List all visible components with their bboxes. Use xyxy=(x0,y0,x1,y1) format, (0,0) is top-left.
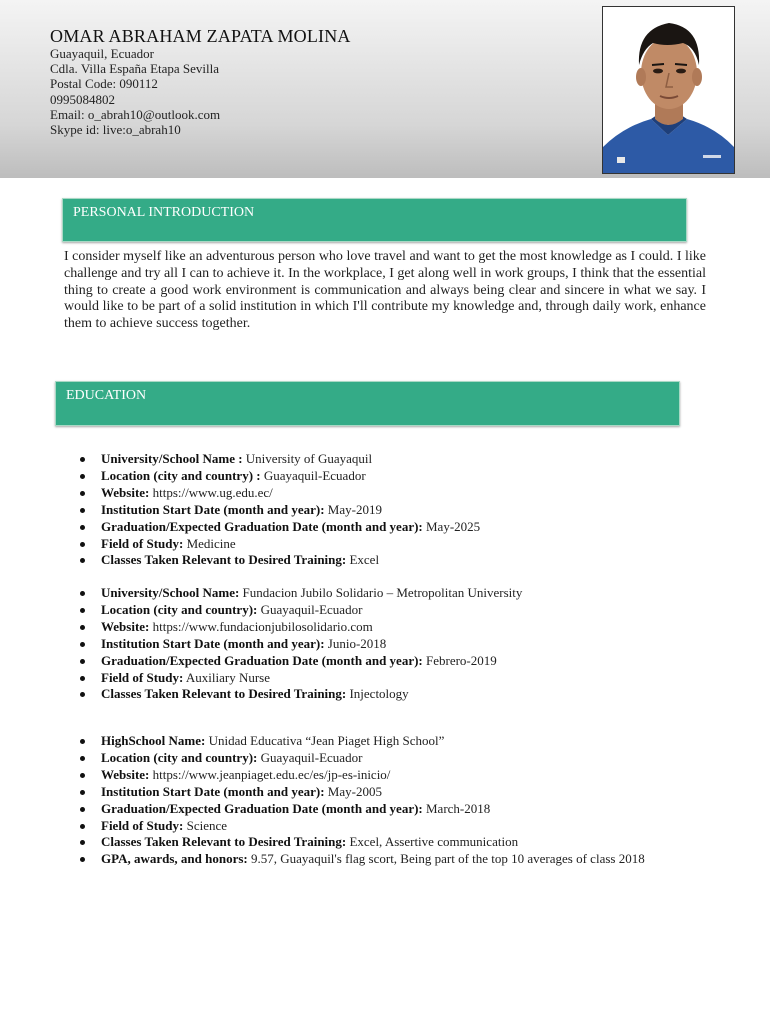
list-item: Institution Start Date (month and year): May-2005 xyxy=(80,784,750,801)
list-item: Field of Study: Auxiliary Nurse xyxy=(80,670,750,687)
education-list-nursing xyxy=(80,585,750,703)
list-item: Classes Taken Relevant to Desired Training: Injectology xyxy=(80,686,750,703)
education-heading-label: EDUCATION xyxy=(66,388,147,403)
list-item: Field of Study: Science xyxy=(80,818,750,835)
list-item: GPA, awards, and honors: 9.57, Guayaquil's flag scort, Being part of the top 10 averages of class 2018 xyxy=(80,851,750,868)
personal-introduction-heading xyxy=(62,198,687,242)
list-item: Graduation/Expected Graduation Date (month and year): March-2018 xyxy=(80,801,750,818)
list-item: University/School Name : University of Guayaquil xyxy=(80,451,750,468)
resume-header xyxy=(0,0,770,178)
list-item: Institution Start Date (month and year): May-2019 xyxy=(80,502,750,519)
list-item: Location (city and country): Guayaquil-Ecuador xyxy=(80,602,750,619)
personal-introduction-heading-label: PERSONAL INTRODUCTION xyxy=(73,205,255,220)
profile-photo-image xyxy=(603,7,734,173)
list-item: University/School Name: Fundacion Jubilo Solidario – Metropolitan University xyxy=(80,585,750,602)
contact-address: Cdla. Villa España Etapa Sevilla xyxy=(50,61,220,77)
candidate-name: OMAR ABRAHAM ZAPATA MOLINA xyxy=(50,26,351,46)
list-item: Graduation/Expected Graduation Date (month and year): May-2025 xyxy=(80,519,750,536)
list-item: Classes Taken Relevant to Desired Training: Excel, Assertive communication xyxy=(80,834,750,851)
education-list-university xyxy=(80,451,750,569)
list-item: Website: https://www.fundacionjubilosolidario.com xyxy=(80,619,750,636)
list-item: Graduation/Expected Graduation Date (month and year): Febrero-2019 xyxy=(80,653,750,670)
list-item: Website: https://www.jeanpiaget.edu.ec/es/jp-es-inicio/ xyxy=(80,767,750,784)
profile-photo xyxy=(602,6,735,174)
list-item: HighSchool Name: Unidad Educativa “Jean Piaget High School” xyxy=(80,733,750,750)
contact-postal-code: Postal Code: 090112 xyxy=(50,76,158,92)
list-item: Classes Taken Relevant to Desired Training: Excel xyxy=(80,552,750,569)
contact-city: Guayaquil, Ecuador xyxy=(50,46,154,61)
education-heading xyxy=(55,381,680,426)
education-list-highschool xyxy=(80,733,750,868)
list-item: Location (city and country): Guayaquil-Ecuador xyxy=(80,750,750,767)
list-item: Field of Study: Medicine xyxy=(80,536,750,553)
contact-phone: 0995084802 xyxy=(50,91,115,107)
list-item: Institution Start Date (month and year): Junio-2018 xyxy=(80,636,750,653)
list-item: Website: https://www.ug.edu.ec/ xyxy=(80,485,750,502)
personal-introduction-text: I consider myself like an adventurous person who love travel and want to get the most knowledge as I could. I like challenge and try all I can to achieve it. In the workplace, I get along well in work groups, I think that the essential thing to create a good work environment is communication and always being clear and sincere in what we say. I would like to be part of a solid institution in which I'll contribute my knowledge and, through daily work, enhance them to achieve success together. xyxy=(64,249,706,332)
contact-skype: Skype id: live:o_abrah10 xyxy=(50,122,181,138)
contact-email: Email: o_abrah10@outlook.com xyxy=(50,106,221,122)
list-item: Location (city and country) : Guayaquil-Ecuador xyxy=(80,468,750,485)
contact-block xyxy=(50,46,220,137)
